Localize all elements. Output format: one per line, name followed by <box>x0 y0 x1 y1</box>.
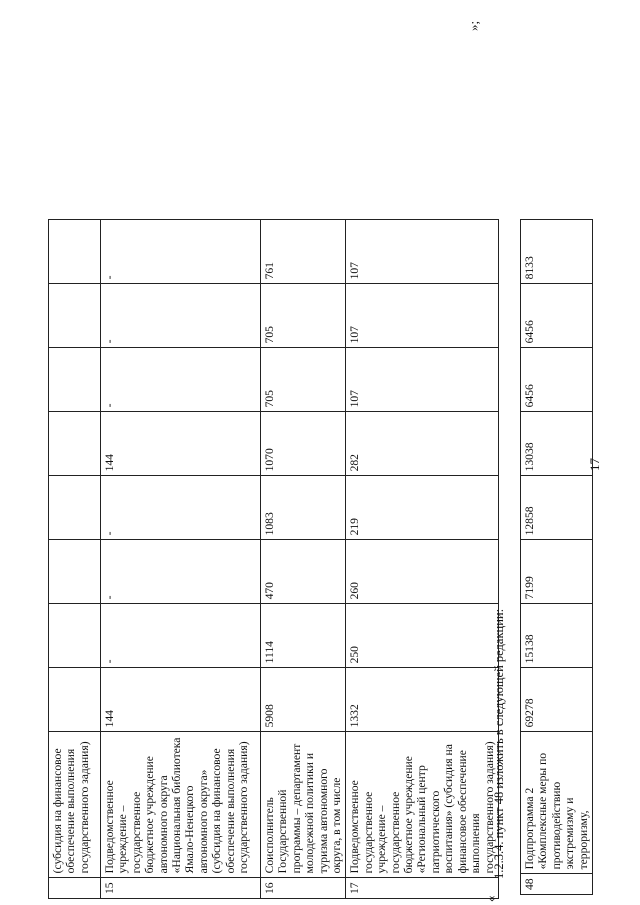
value-cell: 15138 <box>521 604 593 668</box>
value-cell: 705 <box>261 348 346 412</box>
value-cell: 1114 <box>261 604 346 668</box>
value-cell: - <box>101 604 261 668</box>
value-cell: 107 <box>346 348 498 412</box>
row-number: 15 <box>101 878 261 899</box>
value-cell <box>49 412 101 476</box>
value-cell: 705 <box>261 284 346 348</box>
value-cell <box>49 540 101 604</box>
row-number: 16 <box>261 878 346 899</box>
value-cell <box>49 348 101 412</box>
value-cell: 8133 <box>521 220 593 284</box>
subprogram-table <box>520 219 593 895</box>
table-row <box>101 220 261 899</box>
value-cell: 13038 <box>521 412 593 476</box>
row-number <box>49 878 101 899</box>
value-cell: - <box>101 476 261 540</box>
closing-quote: »; <box>466 20 481 31</box>
row-name: Подведомственное учреждение – государственное бюджетное учреждение автономного округа «Национальная библиотека Ямало-Ненецкого автономного округа» (субсидия на финансовое обеспечение выполнения государственного задания) <box>101 732 261 878</box>
row-name: Соисполнитель Государственной программы – департамент молодежной политики и туризма автономного округа, в том числе <box>261 732 346 878</box>
value-cell: 470 <box>261 540 346 604</box>
value-cell <box>49 284 101 348</box>
value-cell: 7199 <box>521 540 593 604</box>
value-cell: 761 <box>261 220 346 284</box>
value-cell: 250 <box>346 604 498 668</box>
row-name: (субсидия на финансовое обеспечение выполнения государственного задания) <box>49 732 101 878</box>
value-cell: 6456 <box>521 348 593 412</box>
table-row <box>49 220 101 899</box>
row-number: 17 <box>346 878 498 899</box>
value-cell <box>49 604 101 668</box>
value-cell: 1083 <box>261 476 346 540</box>
value-cell <box>49 220 101 284</box>
page-number: 17 <box>587 458 602 471</box>
value-cell: 1332 <box>346 668 498 732</box>
value-cell: 1070 <box>261 412 346 476</box>
value-cell: - <box>101 220 261 284</box>
row-number: 48 <box>521 874 593 895</box>
value-cell <box>49 476 101 540</box>
table-row <box>346 220 498 899</box>
value-cell: - <box>101 284 261 348</box>
value-cell <box>49 668 101 732</box>
row-name: Подпрограмма 2 «Комплексные меры по противодействию экстремизму и терроризму, <box>521 732 593 874</box>
table-row <box>261 220 346 899</box>
row-name: Подведомственное государственное учреждение – государственное бюджетное учреждение «Региональный центр патриотического воспитания» (субсидия на финансовое обеспечение выполнения государственного задания) <box>346 732 498 878</box>
amendment-paragraph: 1.2.3.4. пункт 48 изложить в следующей редакции: <box>492 608 506 879</box>
value-cell: 5908 <box>261 668 346 732</box>
value-cell: 12858 <box>521 476 593 540</box>
value-cell: 69278 <box>521 668 593 732</box>
value-cell: 144 <box>101 668 261 732</box>
value-cell: 144 <box>101 412 261 476</box>
value-cell: 107 <box>346 220 498 284</box>
value-cell: 282 <box>346 412 498 476</box>
value-cell: 107 <box>346 284 498 348</box>
value-cell: 260 <box>346 540 498 604</box>
value-cell: - <box>101 348 261 412</box>
value-cell: 6456 <box>521 284 593 348</box>
table-row <box>521 220 593 895</box>
value-cell: 219 <box>346 476 498 540</box>
value-cell: - <box>101 540 261 604</box>
budget-table <box>48 219 499 899</box>
opening-quote: « <box>483 895 498 902</box>
